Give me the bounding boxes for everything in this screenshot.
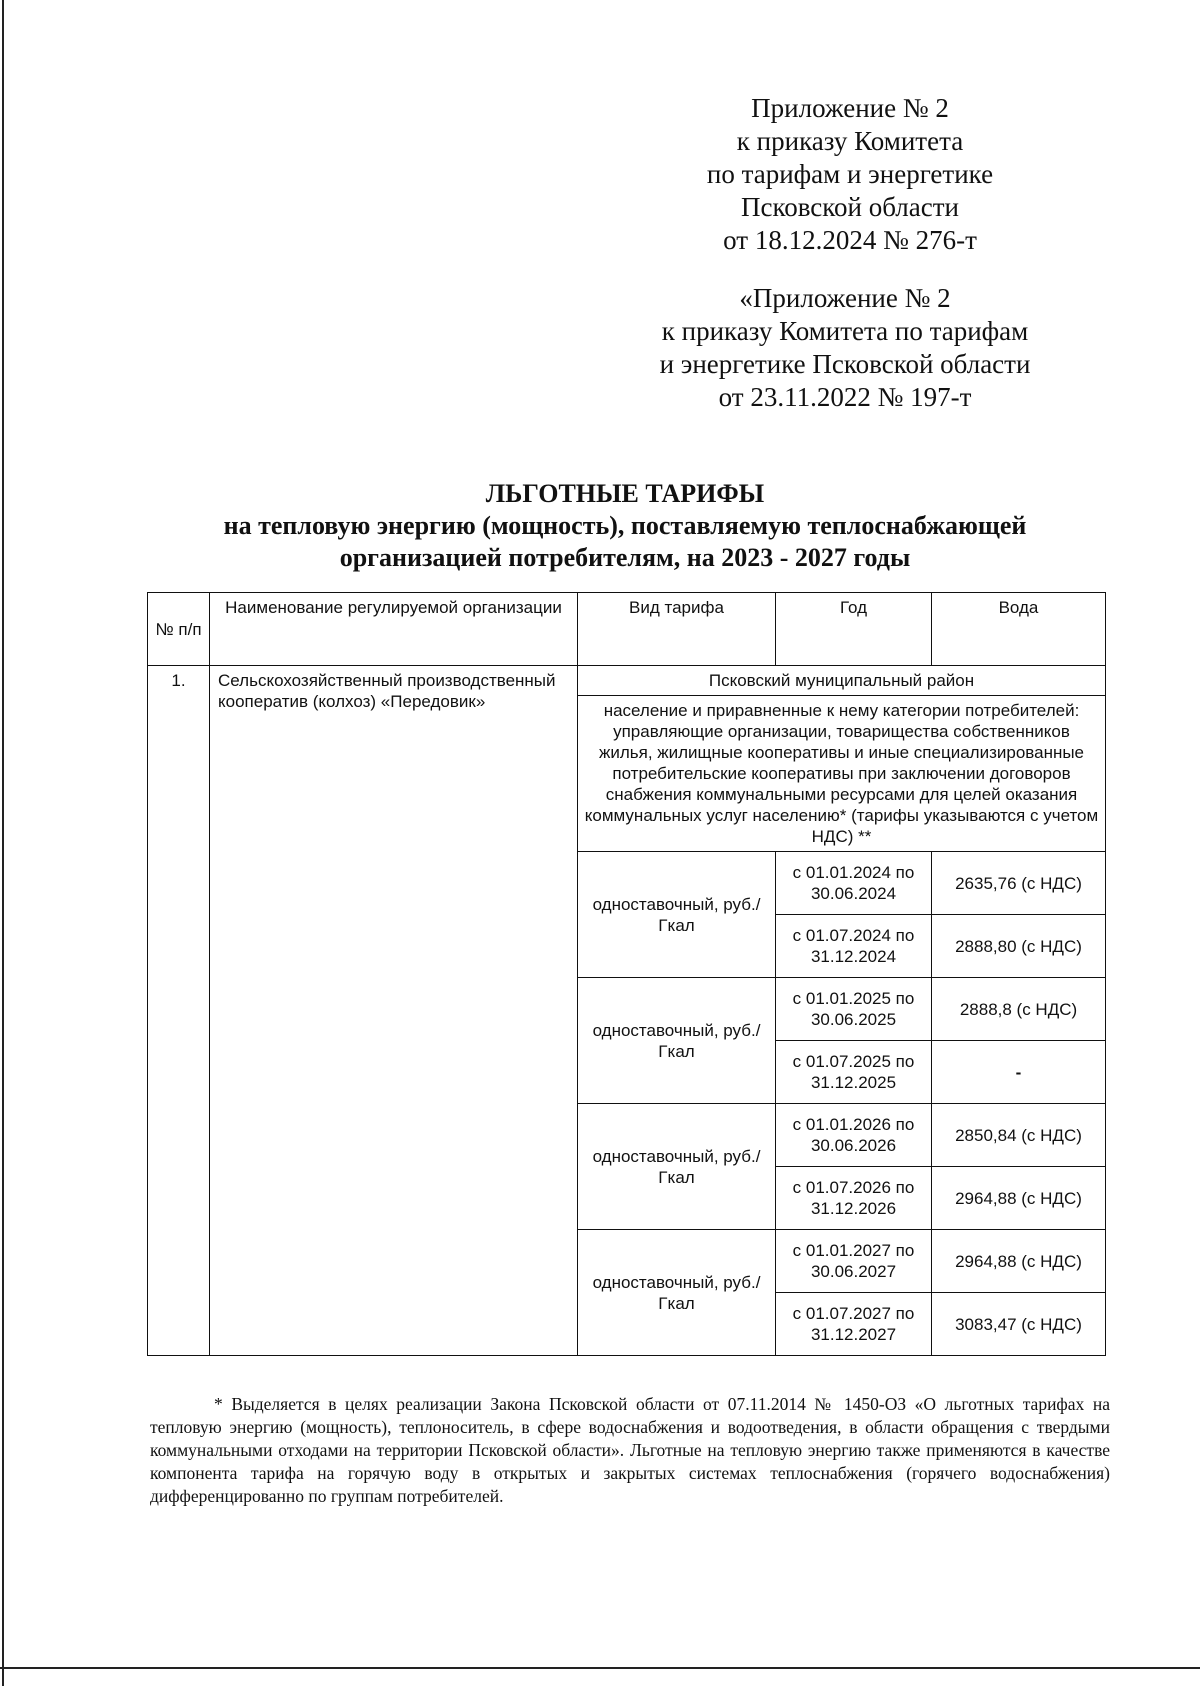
consumer-category: население и приравненные к нему категории потребителей: управляющие организации, товарищества собственников жилья, жилищные кооперативы и иные специализированные потребительские кооперативы при заключении договоров снабжения коммунальными ресурсами для целей оказания коммунальных услуг населению* (тарифы указываются с учетом НДС) **	[578, 696, 1106, 852]
page-border-left	[2, 0, 4, 1686]
district-name: Псковский муниципальный район	[578, 666, 1106, 696]
appendix-line: Псковской области	[740, 192, 959, 222]
footnote-text: * Выделяется в целях реализации Закона Псковской области от 07.11.2014 № 1450-ОЗ «О льготных тарифах на тепловую энергию (мощность), теплоноситель, в сфере водоснабжения и водоотведения, в области обращения с твердыми коммунальными отходами на территории Псковской области». Льготные на тепловую энергию также применяются в качестве компонента тарифа на горячую воду в открытых и закрытых системах теплоснабжения (горячего водоснабжения) дифференцированно по группам потребителей.	[150, 1394, 1110, 1506]
title-line-3: организацией потребителям, на 2023 - 2027 годы	[339, 543, 911, 572]
header-year: Год	[776, 593, 932, 666]
appendix-header	[660, 92, 1040, 257]
header-tariff-type: Вид тарифа	[578, 593, 776, 666]
period-cell: с 01.01.2025 по 30.06.2025	[776, 978, 932, 1041]
value-cell: 2888,80 (с НДС)	[932, 915, 1106, 978]
title-line-1: ЛЬГОТНЫЕ ТАРИФЫ	[485, 479, 765, 508]
appendix-line: по тарифам и энергетике	[706, 159, 994, 189]
value-cell: 2635,76 (с НДС)	[932, 852, 1106, 915]
tariff-type-cell: одноставочный, руб./Гкал	[578, 978, 776, 1104]
table-row	[148, 666, 1106, 696]
row-number: 1.	[148, 666, 210, 1356]
appendix-line: к приказу Комитета	[736, 126, 964, 156]
page-border-bottom	[0, 1667, 1200, 1669]
value-cell: -	[932, 1041, 1106, 1104]
document-title	[150, 478, 1100, 574]
appendix-quoted-line: и энергетике Псковской области	[659, 349, 1031, 379]
header-org: Наименование регулируемой организации	[210, 593, 578, 666]
period-cell: с 01.07.2025 по 31.12.2025	[776, 1041, 932, 1104]
value-cell: 2964,88 (с НДС)	[932, 1230, 1106, 1293]
value-cell: 2850,84 (с НДС)	[932, 1104, 1106, 1167]
table-header-row	[148, 593, 1106, 666]
period-cell: с 01.07.2026 по 31.12.2026	[776, 1167, 932, 1230]
period-cell: с 01.01.2026 по 30.06.2026	[776, 1104, 932, 1167]
tariff-type-cell: одноставочный, руб./Гкал	[578, 1104, 776, 1230]
tariff-type-cell: одноставочный, руб./Гкал	[578, 852, 776, 978]
value-cell: 2888,8 (с НДС)	[932, 978, 1106, 1041]
period-cell: с 01.01.2024 по 30.06.2024	[776, 852, 932, 915]
appendix-quoted-line: «Приложение № 2	[739, 283, 951, 313]
appendix-quoted-line: к приказу Комитета по тарифам	[661, 316, 1029, 346]
header-water: Вода	[932, 593, 1106, 666]
value-cell: 2964,88 (с НДС)	[932, 1167, 1106, 1230]
tariff-table	[147, 592, 1106, 1356]
appendix-line: Приложение № 2	[751, 93, 949, 123]
footnote	[150, 1393, 1110, 1508]
period-cell: с 01.07.2024 по 31.12.2024	[776, 915, 932, 978]
tariff-type-cell: одноставочный, руб./Гкал	[578, 1230, 776, 1356]
appendix-line: от 18.12.2024 № 276-т	[723, 225, 977, 255]
appendix-quoted-header	[625, 282, 1065, 414]
organization-name: Сельскохозяйственный производственный кооператив (колхоз) «Передовик»	[210, 666, 578, 1356]
period-cell: с 01.01.2027 по 30.06.2027	[776, 1230, 932, 1293]
title-line-2: на тепловую энергию (мощность), поставляемую теплоснабжающей	[223, 511, 1027, 540]
value-cell: 3083,47 (с НДС)	[932, 1293, 1106, 1356]
period-cell: с 01.07.2027 по 31.12.2027	[776, 1293, 932, 1356]
header-num: № п/п	[148, 593, 210, 666]
appendix-quoted-line: от 23.11.2022 № 197-т	[718, 382, 972, 412]
